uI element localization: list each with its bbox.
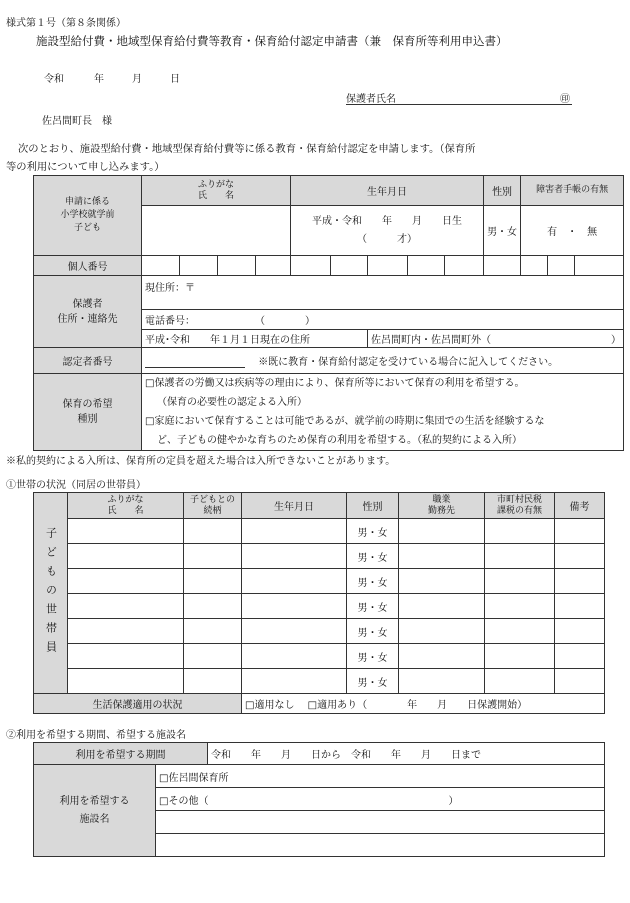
member-birth[interactable] — [242, 544, 347, 569]
member-tax[interactable] — [485, 644, 555, 669]
member-relation[interactable] — [184, 544, 242, 569]
member-note[interactable] — [555, 669, 605, 694]
household-row — [34, 544, 605, 569]
addressee: 佐呂間町長 様 — [42, 116, 112, 127]
personal-number-digit[interactable] — [368, 256, 408, 276]
intro-line-1: 次のとおり、施設型給付費・地域型保育給付費等に係る教育・保育給付認定を申請します。（保育所 — [18, 143, 476, 155]
member-birth[interactable] — [242, 519, 347, 544]
facility-option-other[interactable]: □その他（ ） — [156, 788, 605, 811]
welfare-field[interactable]: □適用なし □適用あり（ 年 月 日保護開始） — [242, 694, 605, 714]
member-relation[interactable] — [184, 519, 242, 544]
date-day: 日 — [170, 74, 180, 85]
member-tax[interactable] — [485, 594, 555, 619]
certified-number-label: 認定者番号 — [34, 348, 142, 374]
applicant-row-label: 申請に係る 小学校就学前 子ども — [34, 176, 142, 256]
household-section-title: ①世帯の状況（同居の世帯員） — [6, 480, 146, 491]
preference-label: 保育の希望 種別 — [34, 374, 142, 451]
member-relation[interactable] — [184, 619, 242, 644]
household-row — [34, 669, 605, 694]
certified-number-field[interactable] — [142, 348, 624, 374]
personal-number-digit[interactable] — [142, 256, 180, 276]
preference-option-1-note: （保育の必要性の認定よる入所） — [157, 397, 307, 408]
member-birth[interactable] — [242, 594, 347, 619]
col-job-header: 職業 勤務先 — [399, 493, 485, 519]
birth-line-1: 平成・令和 年 月 日生 — [312, 215, 463, 227]
personal-number-digit[interactable] — [548, 256, 575, 276]
member-name[interactable] — [68, 544, 184, 569]
private-contract-note: ※私的契約による入所は、保育所の定員を超えた場合は入所できないことがあります。 — [6, 456, 396, 467]
member-job[interactable] — [399, 544, 485, 569]
phone-field[interactable]: 電話番号： （ ） — [142, 310, 624, 330]
child-birthdate-field[interactable] — [291, 206, 484, 256]
member-note[interactable] — [555, 644, 605, 669]
member-birth[interactable] — [242, 644, 347, 669]
personal-number-digit[interactable] — [218, 256, 256, 276]
member-birth[interactable] — [242, 569, 347, 594]
personal-number-digit[interactable] — [291, 256, 331, 276]
welfare-label: 生活保護適用の状況 — [34, 694, 242, 714]
child-name-field[interactable] — [142, 206, 291, 256]
certified-number-line[interactable] — [145, 355, 245, 368]
facility-section-title: ②利用を希望する期間、希望する施設名 — [6, 730, 186, 741]
col-sex-header: 性別 — [347, 493, 399, 519]
personal-number-digit[interactable] — [180, 256, 218, 276]
col-note-header: 備考 — [555, 493, 605, 519]
date-year: 年 — [94, 74, 104, 85]
member-birth[interactable] — [242, 669, 347, 694]
name-header — [142, 176, 291, 206]
household-row — [34, 594, 605, 619]
member-note[interactable] — [555, 619, 605, 644]
intro-line-2: 等の利用について申し込みます。） — [6, 161, 165, 173]
household-row — [34, 644, 605, 669]
furigana-label: ふりがな — [198, 179, 235, 190]
member-note[interactable] — [555, 594, 605, 619]
col-birth-header: 生年月日 — [242, 493, 347, 519]
facility-extra-line[interactable] — [156, 811, 605, 834]
personal-number-digit[interactable] — [521, 256, 548, 276]
member-relation[interactable] — [184, 594, 242, 619]
member-note[interactable] — [555, 544, 605, 569]
applicant-table — [33, 175, 624, 451]
member-sex[interactable]: 男・女 — [347, 544, 399, 569]
member-birth[interactable] — [242, 619, 347, 644]
member-job[interactable] — [399, 519, 485, 544]
personal-number-digit[interactable] — [256, 256, 291, 276]
member-name[interactable] — [68, 569, 184, 594]
member-sex[interactable]: 男・女 — [347, 669, 399, 694]
personal-number-label: 個人番号 — [34, 256, 142, 276]
birth-line-2: （ 才） — [357, 233, 418, 245]
facility-extra-line[interactable] — [156, 834, 605, 857]
period-field[interactable]: 令和 年 月 日から 令和 年 月 日まで — [208, 743, 605, 765]
date-month: 月 — [132, 74, 142, 85]
member-tax[interactable] — [485, 669, 555, 694]
member-job[interactable] — [399, 594, 485, 619]
child-sex-field[interactable]: 男・女 — [484, 206, 521, 256]
facility-name-label: 利用を希望する 施設名 — [34, 765, 156, 857]
jan1-address-label: 平成･令和 年１月１日現在の住所 — [142, 330, 368, 348]
member-relation[interactable] — [184, 669, 242, 694]
member-note[interactable] — [555, 569, 605, 594]
household-side-label: 子どもの世帯員 — [34, 493, 68, 694]
personal-number-digit[interactable] — [445, 256, 484, 276]
seal-mark: ㊞ — [560, 94, 570, 105]
member-note[interactable] — [555, 519, 605, 544]
col-relation-header: 子どもとの続柄 — [184, 493, 242, 519]
col-name-label: 氏 名 — [107, 505, 144, 516]
member-tax[interactable] — [485, 569, 555, 594]
current-address-field[interactable]: 現住所：〒 — [142, 276, 624, 310]
member-name[interactable] — [68, 594, 184, 619]
facility-table — [33, 742, 605, 857]
guardian-name-label: 保護者氏名 — [346, 94, 396, 105]
member-name[interactable] — [68, 644, 184, 669]
form-number: 様式第１号（第８条関係） — [6, 18, 126, 29]
preference-option-2-note: ど、子どもの健やかな育ちのため保育の利用を希望する。（私的契約による入所） — [157, 435, 522, 446]
member-relation[interactable] — [184, 644, 242, 669]
date-era: 令和 — [44, 74, 64, 85]
child-disability-field[interactable]: 有 ・ 無 — [521, 206, 624, 256]
col-furigana-label: ふりがな — [107, 494, 144, 505]
personal-number-digit[interactable] — [331, 256, 368, 276]
household-row — [34, 569, 605, 594]
personal-number-digit[interactable] — [408, 256, 445, 276]
certified-note: ※既に教育・保育給付認定を受けている場合に記入してください。 — [258, 357, 559, 368]
guardian-row-label: 保護者 住所・連絡先 — [34, 276, 142, 348]
member-sex[interactable]: 男・女 — [347, 619, 399, 644]
member-job[interactable] — [399, 644, 485, 669]
member-name[interactable] — [68, 669, 184, 694]
member-job[interactable] — [399, 569, 485, 594]
sex-header: 性別 — [484, 176, 521, 206]
personal-number-digit[interactable] — [484, 256, 521, 276]
disability-header: 障害者手帳の有無 — [521, 176, 624, 206]
member-sex[interactable]: 男・女 — [347, 519, 399, 544]
household-row — [34, 519, 605, 544]
member-relation[interactable] — [184, 569, 242, 594]
member-tax[interactable] — [485, 544, 555, 569]
household-table — [33, 492, 605, 714]
birthdate-header: 生年月日 — [291, 176, 484, 206]
member-tax[interactable] — [485, 519, 555, 544]
personal-number-digit[interactable] — [575, 256, 624, 276]
member-job[interactable] — [399, 619, 485, 644]
member-job[interactable] — [399, 669, 485, 694]
household-row — [34, 619, 605, 644]
period-label: 利用を希望する期間 — [34, 743, 208, 765]
name-label: 氏 名 — [198, 190, 235, 201]
member-name[interactable] — [68, 619, 184, 644]
member-name[interactable] — [68, 519, 184, 544]
preference-options — [142, 374, 624, 451]
facility-option-saroma[interactable]: □佐呂間保育所 — [156, 765, 605, 788]
col-name-header — [68, 493, 184, 519]
member-sex[interactable]: 男・女 — [347, 569, 399, 594]
town-choice-field[interactable]: 佐呂間町内・佐呂間町外（ ） — [368, 330, 624, 348]
page-title: 施設型給付費・地域型保育給付費等教育・保育給付認定申請書（兼 保育所等利用申込書） — [36, 34, 508, 48]
preference-option-2[interactable]: □家庭において保育することは可能であるが、就学前の時期に集団での生活を経験するな — [145, 416, 545, 427]
member-tax[interactable] — [485, 619, 555, 644]
member-sex[interactable]: 男・女 — [347, 644, 399, 669]
preference-option-1[interactable]: □保護者の労働又は疾病等の理由により、保育所等において保育の利用を希望する。 — [145, 378, 525, 389]
col-tax-header: 市町村民税 課税の有無 — [485, 493, 555, 519]
member-sex[interactable]: 男・女 — [347, 594, 399, 619]
guardian-signature-line[interactable] — [346, 90, 572, 105]
